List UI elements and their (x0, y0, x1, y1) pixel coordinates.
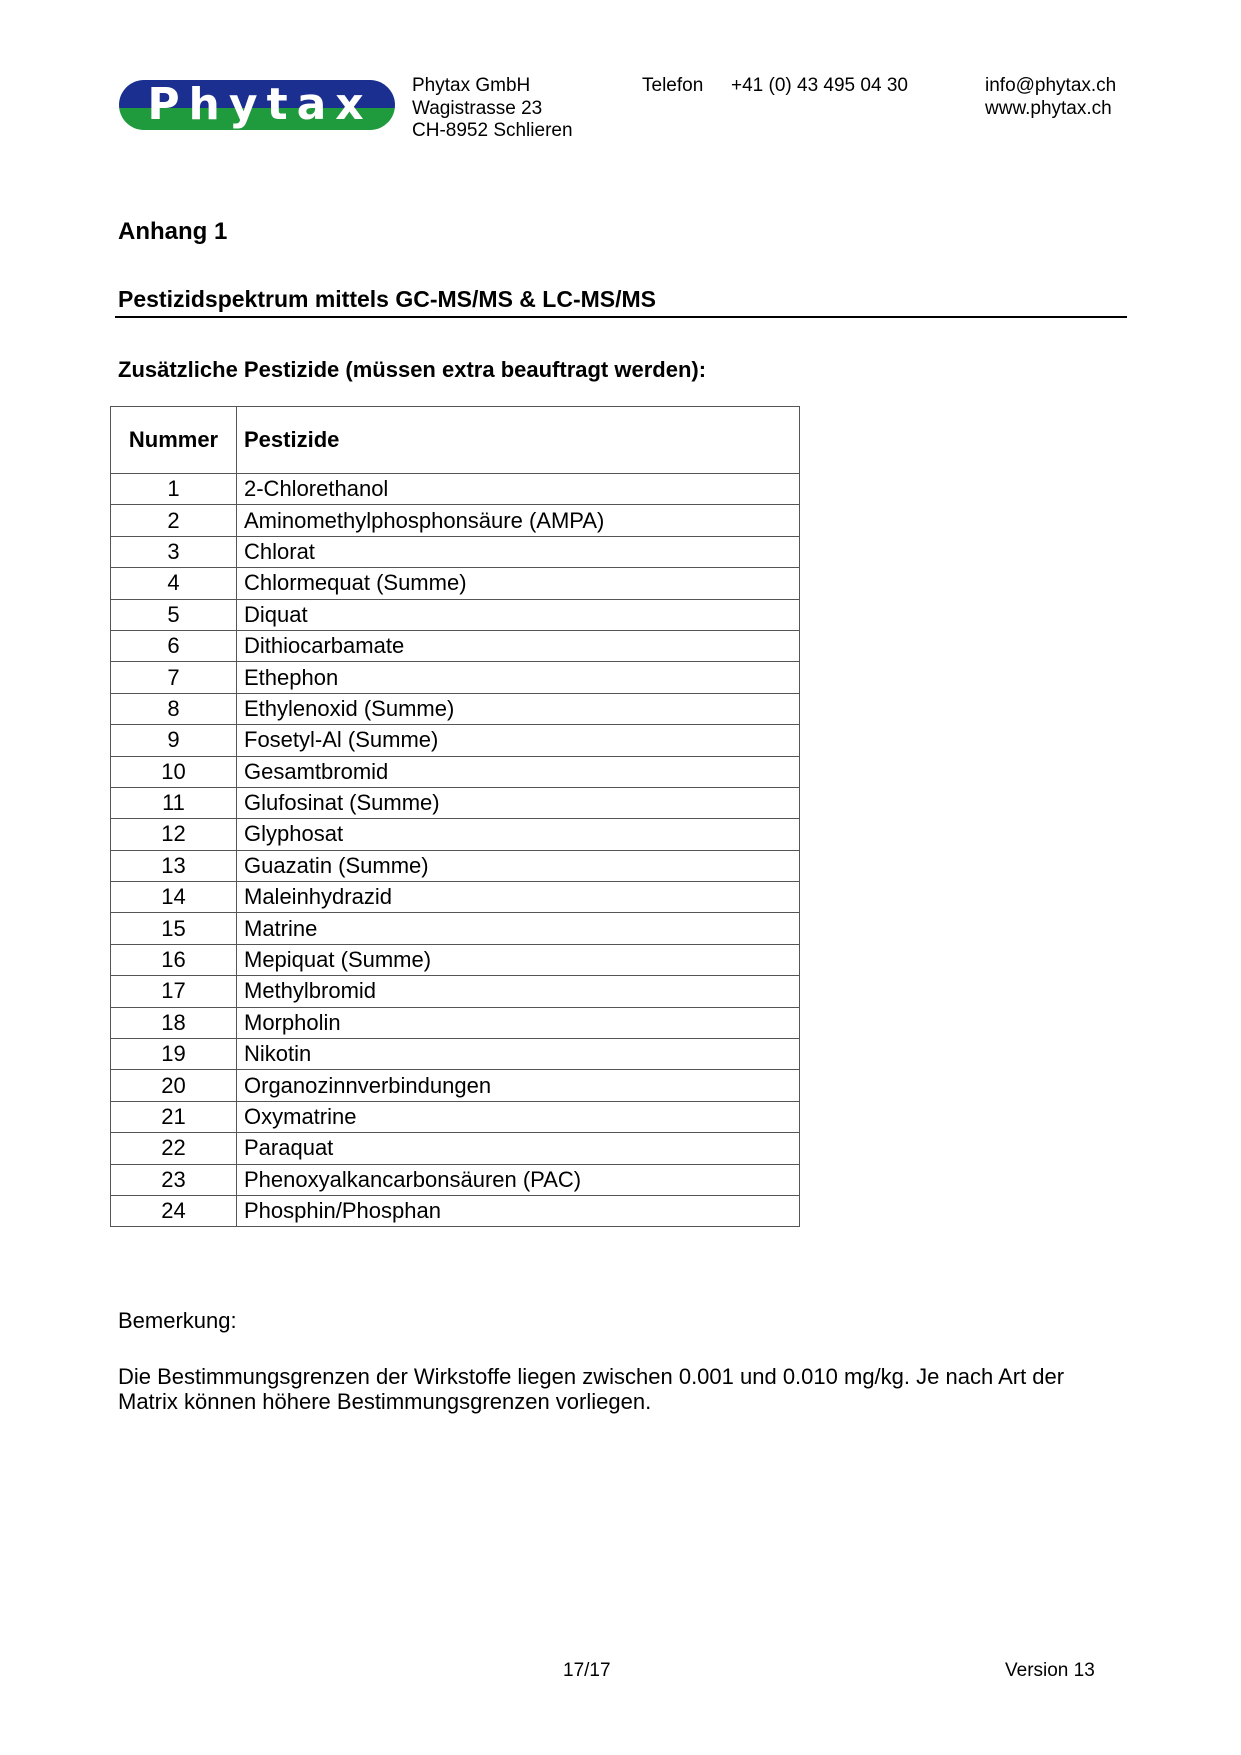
table-row (111, 568, 800, 599)
row-number: 11 (111, 787, 237, 818)
table-row (111, 976, 800, 1007)
row-number: 14 (111, 882, 237, 913)
table-row (111, 725, 800, 756)
table-row (111, 505, 800, 536)
table-row (111, 693, 800, 724)
table-row (111, 474, 800, 505)
pesticide-name: Phenoxyalkancarbonsäuren (PAC) (237, 1164, 800, 1195)
row-number: 6 (111, 630, 237, 661)
pesticide-name: Guazatin (Summe) (237, 850, 800, 881)
row-number: 8 (111, 693, 237, 724)
row-number: 19 (111, 1039, 237, 1070)
company-street: Wagistrasse 23 (412, 97, 543, 119)
pesticide-name: Aminomethylphosphonsäure (AMPA) (237, 505, 800, 536)
remark-label: Bemerkung: (118, 1308, 237, 1333)
row-number: 12 (111, 819, 237, 850)
table-row (111, 1133, 800, 1164)
table-row (111, 662, 800, 693)
row-number: 9 (111, 725, 237, 756)
table-row (111, 944, 800, 975)
website-link[interactable]: www.phytax.ch (985, 97, 1112, 119)
pesticide-name: Phosphin/Phosphan (237, 1195, 800, 1226)
table-row (111, 599, 800, 630)
section-divider (115, 316, 1127, 318)
row-number: 4 (111, 568, 237, 599)
pesticide-name: Methylbromid (237, 976, 800, 1007)
row-number: 23 (111, 1164, 237, 1195)
pesticide-name: Mepiquat (Summe) (237, 944, 800, 975)
row-number: 21 (111, 1101, 237, 1132)
table-header-row (111, 407, 800, 474)
contact-web (985, 75, 1116, 120)
table-row (111, 1101, 800, 1132)
phone-number: +41 (0) 43 495 04 30 (731, 75, 908, 96)
company-address (412, 75, 573, 143)
email-link[interactable]: info@phytax.ch (985, 75, 1117, 96)
pesticide-table (110, 406, 800, 1227)
table-row (111, 1195, 800, 1226)
section-title: Pestizidspektrum mittels GC-MS/MS & LC-MS/MS (118, 286, 657, 312)
row-number: 17 (111, 976, 237, 1007)
column-header-nummer: Nummer (111, 407, 237, 474)
pesticide-name: Nikotin (237, 1039, 800, 1070)
logo-wordmark: Phytax (147, 80, 373, 130)
appendix-title: Anhang 1 (118, 218, 228, 245)
table-row (111, 913, 800, 944)
pesticide-name: Paraquat (237, 1133, 800, 1164)
pesticide-name: Ethephon (237, 662, 800, 693)
row-number: 5 (111, 599, 237, 630)
row-number: 2 (111, 505, 237, 536)
page-number: 17/17 (563, 1660, 611, 1681)
pesticide-name: Gesamtbromid (237, 756, 800, 787)
company-name: Phytax GmbH (412, 75, 531, 96)
row-number: 1 (111, 474, 237, 505)
remark-text: Die Bestimmungsgrenzen der Wirkstoffe liegen zwischen 0.001 und 0.010 mg/kg. Je nach Art der Matrix können höhere Bestimmungsgrenzen vorliegen. (118, 1364, 1065, 1414)
row-number: 20 (111, 1070, 237, 1101)
company-city: CH-8952 Schlieren (412, 120, 573, 141)
row-number: 18 (111, 1007, 237, 1038)
row-number: 10 (111, 756, 237, 787)
phone-label: Telefon (642, 75, 704, 96)
pesticide-name: Organozinnverbindungen (237, 1070, 800, 1101)
pesticide-name: Diquat (237, 599, 800, 630)
pesticide-name: Maleinhydrazid (237, 882, 800, 913)
phytax-logo (119, 80, 395, 130)
row-number: 24 (111, 1195, 237, 1226)
row-number: 16 (111, 944, 237, 975)
row-number: 22 (111, 1133, 237, 1164)
subsection-title: Zusätzliche Pestizide (müssen extra beauftragt werden): (118, 357, 707, 382)
row-number: 15 (111, 913, 237, 944)
column-header-pestizide: Pestizide (237, 407, 800, 474)
row-number: 13 (111, 850, 237, 881)
table-row (111, 1007, 800, 1038)
table-row (111, 536, 800, 567)
row-number: 3 (111, 536, 237, 567)
pesticide-name: Glyphosat (237, 819, 800, 850)
pesticide-name: Oxymatrine (237, 1101, 800, 1132)
table-row (111, 882, 800, 913)
table-row (111, 1164, 800, 1195)
table-row (111, 850, 800, 881)
table-row (111, 819, 800, 850)
pesticide-name: Chlorat (237, 536, 800, 567)
table-row (111, 1070, 800, 1101)
pesticide-name: Dithiocarbamate (237, 630, 800, 661)
pesticide-name: Chlormequat (Summe) (237, 568, 800, 599)
table-row (111, 1039, 800, 1070)
table-row (111, 756, 800, 787)
pesticide-name: Morpholin (237, 1007, 800, 1038)
pesticide-name: Ethylenoxid (Summe) (237, 693, 800, 724)
pesticide-name: Fosetyl-Al (Summe) (237, 725, 800, 756)
pesticide-name: 2-Chlorethanol (237, 474, 800, 505)
pesticide-name: Matrine (237, 913, 800, 944)
pesticide-name: Glufosinat (Summe) (237, 787, 800, 818)
table-row (111, 787, 800, 818)
table-row (111, 630, 800, 661)
row-number: 7 (111, 662, 237, 693)
version-label: Version 13 (1005, 1660, 1095, 1681)
